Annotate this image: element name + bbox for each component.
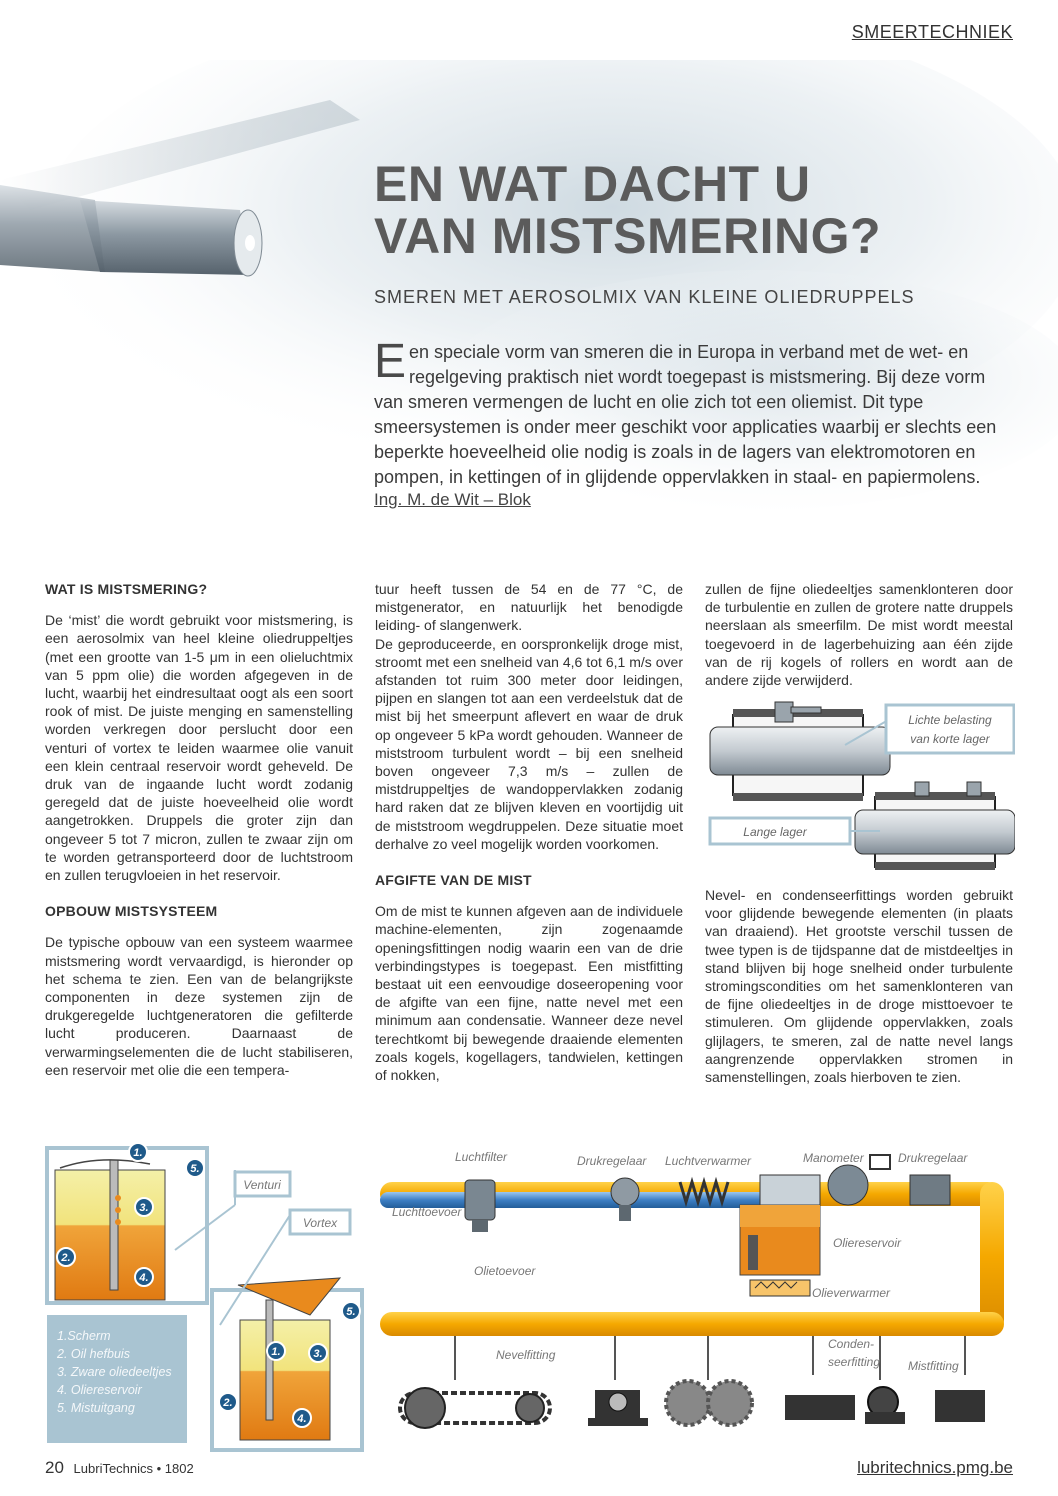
label-lichte-belasting-line2: van korte lager (910, 732, 990, 746)
label-oliereservoir: Oliereservoir (833, 1236, 902, 1250)
title-line-2: VAN MISTSMERING? (374, 208, 882, 264)
label-drukregelaar-1: Drukregelaar (577, 1154, 647, 1168)
magazine-issue: LubriTechnics • 1802 (73, 1461, 194, 1476)
col3-paragraph-1: zullen de fijne oliedeeltjes samenklonteren door de turbulentie en zullen de grotere natte druppels neerslaan als smeerfilm. De mist wordt meestal toegevoerd in de lagerbehuizing aan één zijde van de rij kogels of rollers en wordt aan de andere zijde verwijderd. (705, 581, 1013, 689)
author-byline: Ing. M. de Wit – Blok (374, 490, 531, 509)
col3-paragraph-2: Nevel- en condenseerfittings worden gebruikt voor glijdende bewegende elementen (in plaats van draaiend). Het grootste verschil tussen de twee typen is de tijdspanne dat de mistdeeltjes in stand blijven bij hoge snelheid onder turbulente stromingscondities om het samenklonteren van de fijne oliedeeltjes in de droge misttoevoer te stimuleren. Om glijdende oppervlakken, zoals glijlagers, te smeren, zal de natte nevel langs aangrenzende oppervlakken stromen in samenstellingen, zoals hierboven te zien. (705, 887, 1013, 1086)
badge-2-venturi: 2. (61, 1252, 71, 1264)
legend-item-5: 5. Mistuitgang (57, 1401, 135, 1415)
label-venturi: Venturi (243, 1178, 281, 1192)
footer-url-link[interactable]: lubritechnics.pmg.be (857, 1458, 1013, 1477)
label-lichte-belasting-line1: Lichte belasting (908, 713, 992, 727)
heading-afgifte-van-de-mist: AFGIFTE VAN DE MIST (375, 872, 532, 889)
page-number: 20 (45, 1458, 64, 1477)
legend-item-1: 1.Scherm (57, 1329, 111, 1343)
label-vortex: Vortex (302, 1216, 338, 1230)
intro-paragraph (374, 335, 1014, 490)
mist-system-schematic (40, 1140, 1020, 1455)
label-condenseerfitting-line2: seerfitting (828, 1355, 881, 1369)
column-2 (375, 580, 683, 1084)
column-1 (45, 580, 353, 1079)
badge-5-vortex: 5. (346, 1306, 356, 1318)
heading-wat-is-mistsmering: WAT IS MISTSMERING? (45, 581, 208, 597)
intro-text: en speciale vorm van smeren die in Europa in verband met de wet- en regelgeving praktisch niet wordt toegepast is mistsmering. Bij deze vorm van smeren vermengen de lucht en olie zich tot een oliemist. Dit type smeersystemen is onder meer geschikt voor applicaties waarbij er slechts een beperkte hoeveelheid olie nodig is zoals in de lagers van elektromotoren en pompen, in kettingen of in glijdende oppervlakken in staal- en papiermolens. (374, 342, 997, 487)
badge-4-vortex: 4. (297, 1413, 307, 1425)
label-luchttoevoer: Luchttoevoer (392, 1205, 462, 1219)
heading-opbouw-mistsysteem: OPBOUW MISTSYSTEEM (45, 903, 218, 920)
col1-paragraph-1: De ‘mist’ die wordt gebruikt voor mistsmering, is een aerosolmix van heel kleine oliedruppeltjes (met een grootte van 1-5 μm in een olieluchtmix van 5 ppm olie) die worden afgegeven in de lucht, waarbij het eindresultaat oogt als een soort rook of mist. De juiste menging en samenstelling worden verkregen door perslucht door een venturi of vortex te leiden waarmee olie vanuit een klein centraal reservoir wordt geheveld. De druk van de ingaande lucht wordt zodanig geregeld dat de juiste hoeveelheid olie wordt aangetrokken. Druppels die groter zijn dan ongeveer 5 tot 7 micron, zullen te zwaar zijn om te worden getransporteerd door de luchtstroom en zullen terugvloeien in het reservoir. (45, 612, 353, 884)
label-drukregelaar-2: Drukregelaar (898, 1151, 968, 1165)
legend-item-2: 2. Oil hefbuis (57, 1347, 130, 1361)
col2-paragraph-3: Om de mist te kunnen afgeven aan de individuele machine-elementen, zijn zogenaamde openingsfittingen nodig waarin een van de drie verbindingstypes is toegepast. Een mistfitting bestaat uit een eenvoudige doseeropening voor de afgifte van een fijne, natte nevel met een minimum aan condensatie. Wanneer deze nevel terechtkomt bij bewegende draaiende elementen zoals kogels, kogellagers, tandwielen, kettingen of nokken, (375, 903, 683, 1084)
badge-1-venturi: 1. (133, 1147, 143, 1159)
footer-left (45, 1458, 194, 1478)
figure-legend (47, 1315, 187, 1443)
section-tag: SMEERTECHNIEK (851, 22, 1013, 42)
badge-5-venturi: 5. (190, 1163, 200, 1175)
column-3 (705, 580, 1013, 689)
label-mistfitting: Mistfitting (908, 1359, 959, 1373)
badge-1-vortex: 1. (271, 1346, 281, 1358)
article-title (374, 158, 1034, 262)
label-condenseerfitting-line1: Conden- (828, 1337, 875, 1351)
col2-paragraph-1: tuur heeft tussen de 54 en de 77 °C, de mistgenerator, en natuurlijk het benodigde leiding- of slangenwerk. (375, 581, 683, 634)
legend-item-4: 4. Oliereservoir (57, 1383, 142, 1397)
label-nevelfitting: Nevelfitting (496, 1348, 556, 1362)
legend-item-3: 3. Zware oliedeeltjes (57, 1365, 172, 1379)
bearing-housing-illustration (705, 697, 1015, 877)
label-luchtfilter: Luchtfilter (455, 1150, 508, 1164)
label-lange-lager: Lange lager (743, 825, 807, 839)
badge-3-vortex: 3. (313, 1348, 323, 1360)
col2-paragraph-2: De geproduceerde, en oorspronkelijk droge mist, stroomt met een snelheid van 4,6 tot 6,1 m/s over afstanden tot ruim 300 meter door leidingen, pijpen en slangen tot aan een verdeelstuk dat de mist bij het smeerpunt aflevert en waar de druk op ongeveer 5 kPa wordt gehouden. Wanneer de miststroom turbulent wordt – bij een snelheid boven ongeveer 7,3 m/s – zullen de mistdruppeltjes de wandoppervlakken zodanig hard raken dat ze blijven kleven en voortijdig uit de miststroom wegdruppelen. Deze situatie moet derhalve zo veel mogelijk worden voorkomen. (375, 635, 683, 852)
badge-2-vortex: 2. (223, 1397, 233, 1409)
column-3-lower (705, 886, 1013, 1086)
label-olietoevoer: Olietoevoer (474, 1264, 536, 1278)
label-manometer: Manometer (803, 1151, 864, 1165)
intro-dropcap: E (374, 335, 407, 388)
label-olieverwarmer: Olieverwarmer (812, 1286, 891, 1300)
col1-paragraph-2: De typische opbouw van een systeem waarmee mistsmering wordt vervaardigd, is hieronder op het schema te zien. Een van de belangrijkste componenten in deze systemen zijn de drukgeregelde luchtgeneratoren die gefilterde lucht produceren. Daarnaast de verwarmingselementen die de lucht stabiliseren, een reservoir met olie die een tempera- (45, 934, 353, 1078)
label-luchtverwarmer: Luchtverwarmer (665, 1154, 752, 1168)
badge-3-venturi: 3. (139, 1202, 149, 1214)
title-line-1: EN WAT DACHT U (374, 156, 811, 212)
badge-4-venturi: 4. (139, 1272, 149, 1284)
article-subtitle: SMEREN MET AEROSOLMIX VAN KLEINE OLIEDRUPPELS (374, 287, 915, 307)
